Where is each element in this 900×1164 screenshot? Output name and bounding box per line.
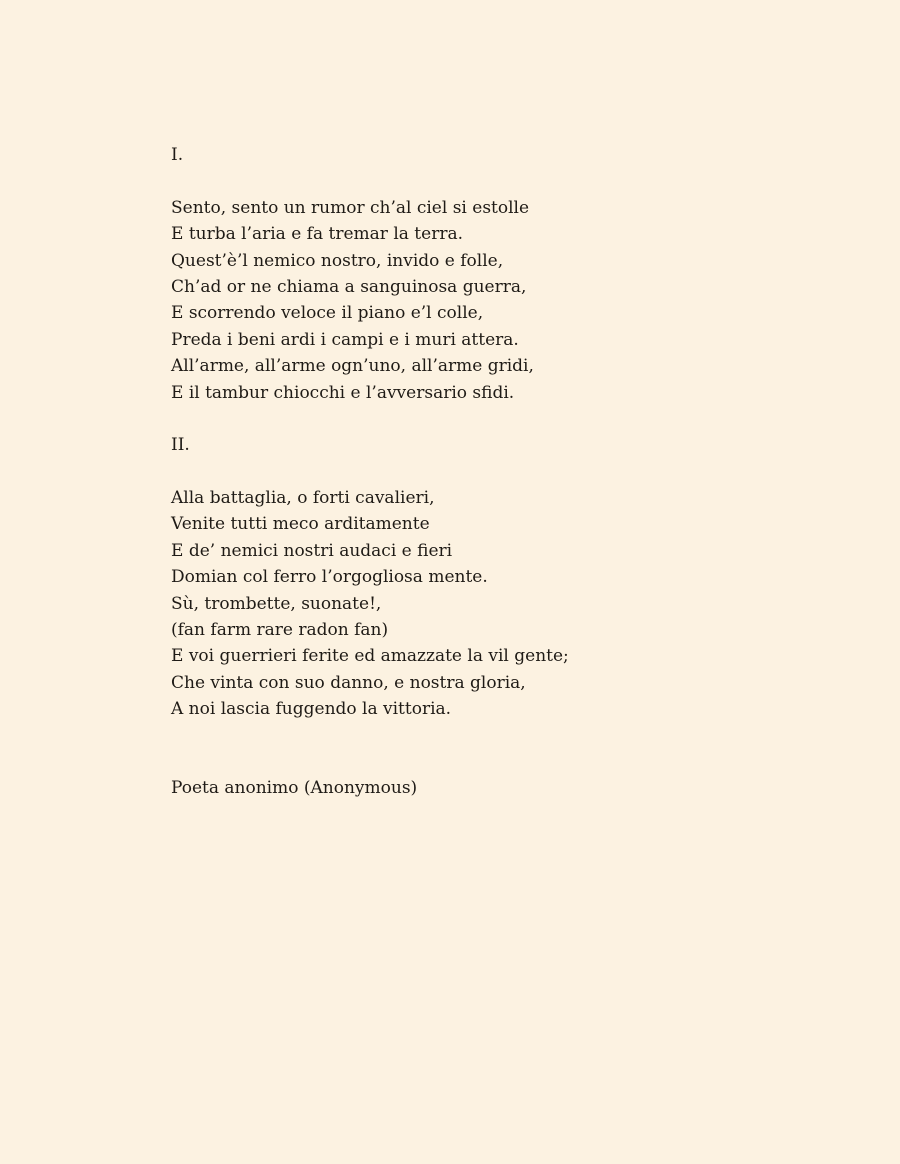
poem-line: E turba l’aria e fa tremar la terra.: [171, 224, 463, 245]
poem-line: Venite tutti meco arditamente: [171, 514, 430, 535]
poem-line: E il tambur chiocchi e l’avversario sfidi.: [171, 382, 515, 403]
poem-line: Quest’è’l nemico nostro, invido e folle,: [171, 250, 504, 271]
poem-line: Preda i beni ardi i campi e i muri attera.: [171, 329, 519, 350]
poem-line: Sento, sento un rumor ch’al ciel si estolle: [171, 197, 530, 218]
section-numeral: I.: [171, 145, 184, 165]
poem-line: (fan farm rare radon fan): [171, 620, 389, 641]
poem-line: Che vinta con suo danno, e nostra gloria,: [171, 672, 526, 693]
poem-line: Alla battaglia, o forti cavalieri,: [171, 488, 435, 509]
poem-line: Domian col ferro l’orgogliosa mente.: [171, 567, 488, 588]
poem-line: E scorrendo veloce il piano e’l colle,: [171, 303, 484, 324]
poem-line: E voi guerrieri ferite ed amazzate la vil gente;: [171, 646, 569, 667]
poem-section-1: [171, 142, 831, 406]
poem-section-2: [171, 432, 831, 722]
poem-line: E de’ nemici nostri audaci e fieri: [171, 540, 453, 561]
poem-line: Ch’ad or ne chiama a sanguinosa guerra,: [171, 276, 527, 297]
poem-page: [171, 142, 831, 802]
poem-line: Sù, trombette, suonate!,: [171, 593, 382, 614]
poem-line: All’arme, all’arme ogn’uno, all’arme gridi,: [171, 356, 534, 377]
poem-line: A noi lascia fuggendo la vittoria.: [171, 699, 452, 720]
poem-author: Poeta anonimo (Anonymous): [171, 778, 418, 799]
stanza: [171, 485, 831, 723]
section-numeral: II.: [171, 435, 190, 456]
stanza: [171, 195, 831, 406]
